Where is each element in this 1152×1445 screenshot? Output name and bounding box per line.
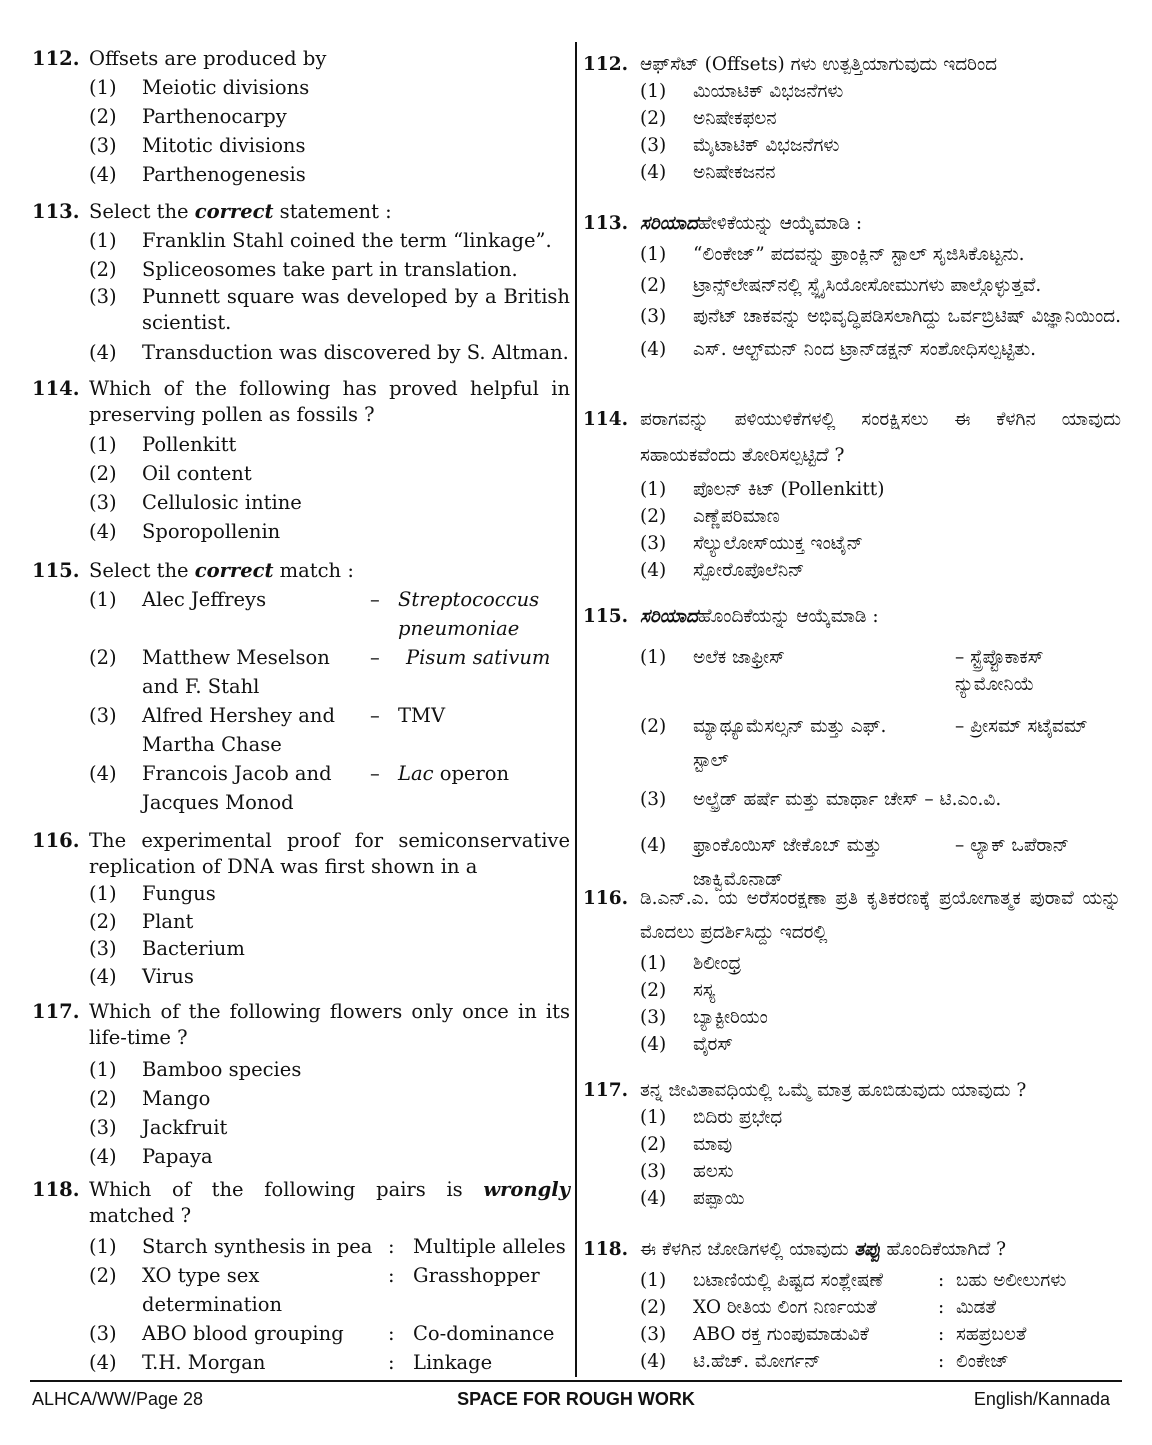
question-116-en xyxy=(32,828,570,990)
option: (4) ಅನಿಷೇಕಜನನ xyxy=(640,162,776,183)
option: (4) Transduction was discovered by S. Altman. xyxy=(89,341,569,364)
question-text: Which of the following has proved helpful in preserving pollen as fossils ? xyxy=(89,377,570,426)
question-text: Which of the following pairs is wrongly matched ? xyxy=(89,1178,570,1227)
question-number: 114. xyxy=(32,377,80,400)
option: (2) Oil content xyxy=(89,462,252,485)
question-115-en xyxy=(32,556,570,817)
option: (4) Francois Jacob and Jacques Monod – Lac operon xyxy=(89,762,510,814)
option: (3) Bacterium xyxy=(89,937,245,960)
question-text: ಈ ಕೆಳಗಿನ ಜೋಡಿಗಳಲ್ಲಿ ಯಾವುದು ತಪ್ಪು ಹೊಂದಿಕೆಯಾಗಿದೆ ? xyxy=(640,1239,1007,1260)
question-text: Select the correct match : xyxy=(89,559,354,582)
question-114-kn xyxy=(583,402,1121,584)
option: (2) ಮಾವು xyxy=(640,1134,733,1155)
option: (3) ಸೆಲ್ಯುಲೋಸ್‌ಯುಕ್ತ ಇಂಟೈನ್ xyxy=(640,533,864,554)
question-text: ಆಫ್‌ಸೆಟ್ (Offsets) ಗಳು ಉತ್ಪತ್ತಿಯಾಗುವುದು ಇದರಿಂದ xyxy=(640,54,998,75)
option: (4) ಟಿ.ಹೆಚ್. ಮೋರ್ಗನ್ : ಲಿಂಕೇಜ್ xyxy=(640,1351,1009,1372)
option: (2) ಟ್ರಾನ್ಸ್‌ಲೇಷನ್‌ನಲ್ಲಿ ಸ್ಪ್ಲೈಸಿಯೋಸೋಮುಗಳು ಪಾಲ್ಗೊಳ್ಳುತ್ತವೆ. xyxy=(640,275,1042,296)
question-114-en xyxy=(32,376,570,546)
question-115-kn xyxy=(583,603,1121,897)
question-113-en xyxy=(32,197,570,367)
question-117-kn xyxy=(583,1077,1121,1212)
option: (4) ಪಪ್ಪಾಯಿ xyxy=(640,1188,745,1209)
option: (1) ಶಿಲೀಂಧ್ರ xyxy=(640,953,742,974)
question-number: 118. xyxy=(583,1239,629,1260)
option: (2) ಸಸ್ಯ xyxy=(640,980,716,1001)
option: (3) Punnett square was developed by a British scientist. xyxy=(89,285,570,334)
option: (4) Virus xyxy=(89,964,194,988)
question-118-en xyxy=(32,1177,570,1377)
option: (1) Starch synthesis in pea : Multiple alleles xyxy=(89,1235,566,1258)
option: (4) ಎಸ್. ಆಲ್ಟ್‌ಮನ್ ನಿಂದ ಟ್ರಾನ್‌ಡಕ್ಷನ್ ಸಂಶೋಧಿಸಲ್ಪಟ್ಟಿತು. xyxy=(640,339,1036,360)
option: (2) Plant xyxy=(89,909,194,933)
question-number: 113. xyxy=(32,200,80,223)
option: (3) Alfred Hershey and Martha Chase – TMV xyxy=(89,704,446,756)
question-number: 116. xyxy=(583,888,629,909)
option: (1) Meiotic divisions xyxy=(89,76,310,99)
question-text: ಪರಾಗವನ್ನು ಪಳಿಯುಳಿಕೆಗಳಲ್ಲಿ ಸಂರಕ್ಷಿಸಲು ಈ ಕೆಳಗಿನ ಯಾವುದು ಸಹಾಯಕವೆಂದು ತೋರಿಸಲ್ಪಟ್ಟಿದೆ ? xyxy=(640,409,1121,466)
option: (2) ಮ್ಯಾಥ್ಯೂಮೆಸಲ್ಸನ್ ಮತ್ತು ಎಫ್. ಸ್ಟಾಲ್ – ಪ್ರೀಸಮ್ ಸಟೈವಮ್ xyxy=(640,716,1088,771)
option: (1) Pollenkitt xyxy=(89,433,237,456)
option: (4) T.H. Morgan : Linkage xyxy=(89,1351,493,1374)
question-number: 113. xyxy=(583,213,629,234)
option: (1) ಪೊಲನ್ ಕಿಟ್ (Pollenkitt) xyxy=(640,479,885,500)
question-number: 115. xyxy=(32,559,80,582)
option: (3) ಹಲಸು xyxy=(640,1161,734,1182)
footer-rule xyxy=(30,1380,1122,1382)
option: (3) ಮೈಟಾಟಿಕ್ ವಿಭಜನೆಗಳು xyxy=(640,135,840,156)
question-text: Select the correct statement : xyxy=(89,200,392,223)
option: (1) ಬಟಾಣಿಯಲ್ಲಿ ಪಿಷ್ಟದ ಸಂಶ್ಲೇಷಣೆ : ಬಹು ಅಲೀಲುಗಳು xyxy=(640,1270,1067,1291)
question-text: ಸರಿಯಾದಹೊಂದಿಕೆಯನ್ನು ಆಯ್ಕೆಮಾಡಿ : xyxy=(640,606,879,627)
option: (2) Parthenocarpy xyxy=(89,105,287,128)
option: (3) Jackfruit xyxy=(89,1116,228,1139)
option: (1) “ಲಿಂಕೇಜ್” ಪದವನ್ನು ಫ್ರಾಂಕ್ಲಿನ್ ಸ್ಟಾಲ್ ಸೃಜಿಸಿಕೊಟ್ಟನು. xyxy=(640,244,1025,265)
option: (1) ಮಿಯಾಟಿಕ್ ವಿಭಜನೆಗಳು xyxy=(640,81,844,102)
rough-work-label: SPACE FOR ROUGH WORK xyxy=(457,1389,695,1409)
option: (2) XO type sex determination : Grasshopper xyxy=(89,1264,540,1316)
option: (3) ABO blood grouping : Co-dominance xyxy=(89,1322,555,1345)
question-number: 117. xyxy=(583,1080,629,1101)
option: (1) Bamboo species xyxy=(89,1058,302,1081)
option: (4) Papaya xyxy=(89,1145,213,1168)
option: (3) ABO ರಕ್ತ ಗುಂಪುಮಾಡುವಿಕೆ : ಸಹಪ್ರಬಲತೆ xyxy=(640,1324,1027,1345)
option: (3) ಪುನೆಟ್ ಚಾಕವನ್ನು ಅಭಿವೃದ್ಧಿಪಡಿಸಲಾಗಿದ್ದು ಒರ್ವಬ್ರಿಟಿಷ್ ವಿಜ್ಞಾನಿಯಿಂದ. xyxy=(640,306,1121,327)
question-number: 115. xyxy=(583,606,629,627)
question-number: 118. xyxy=(32,1178,80,1201)
option: (2) ಎಣ್ಣೆಪರಿಮಾಣ xyxy=(640,506,780,527)
question-text: Which of the following flowers only once in its life-time ? xyxy=(89,1000,570,1049)
option: (1) ಅಲೆಕ ಜಾಫ್ರೀಸ್ – ಸ್ಟ್ರೆಪ್ಟೊಕಾಕಸ್ ನ್ಯುಮೋನಿಯೆ xyxy=(640,647,1044,695)
option: (4) Parthenogenesis xyxy=(89,163,306,186)
question-number: 112. xyxy=(583,54,629,75)
option: (2) XO ರೀತಿಯ ಲಿಂಗ ನಿರ್ಣಯತೆ : ಮಿಡತೆ xyxy=(640,1297,997,1318)
option: (2) ಅನಿಷೇಕಫಲನ xyxy=(640,108,777,129)
question-117-en xyxy=(32,999,570,1171)
option: (3) ಬ್ಯಾಕ್ಟೀರಿಯಂ xyxy=(640,1007,768,1028)
question-text: ಡಿ.ಎನ್.ಎ. ಯ ಅರೆಸಂರಕ್ಷಣಾ ಪ್ರತಿ ಕೃತಿಕರಣಕ್ಕೆ ಪ್ರಯೋಗಾತ್ಮಕ ಪುರಾವೆ ಯನ್ನು ಮೊದಲು ಪ್ರದರ್ಶಿಸಿದ್ದು ಇದರಲ್ಲಿ xyxy=(640,888,1121,943)
option: (4) ಸ್ಪೋರೊಪೊಲೆನಿನ್ xyxy=(640,560,805,581)
question-112-en xyxy=(32,44,570,189)
option: (3) ಅಲ್ಫ್ರೆಡ್ ಹರ್ಷೆ ಮತ್ತು ಮಾರ್ಥಾ ಚೇಸ್ – ಟಿ.ಎಂ.ವಿ. xyxy=(640,789,1002,810)
option: (1) Alec Jeffreys – Streptococcus pneumoniae xyxy=(89,588,540,640)
question-113-kn xyxy=(583,210,1121,363)
question-116-kn xyxy=(583,882,1121,1058)
column-divider xyxy=(575,42,577,1377)
question-number: 112. xyxy=(32,47,80,70)
question-text: The experimental proof for semiconservative replication of DNA was first shown in a xyxy=(89,829,570,878)
option: (4) ಫ್ರಾಂಕೊಯಿಸ್ ಜೇಕೊಬ್ ಮತ್ತು ಜಾಕ್ವಿಮೊನಾಡ್ – ಲ್ಯಾಕ್ ಒಪೆರಾನ್ xyxy=(640,835,1070,890)
option: (4) Sporopollenin xyxy=(89,520,281,543)
question-text: Offsets are produced by xyxy=(89,47,327,70)
question-118-kn xyxy=(583,1236,1121,1375)
option: (2) Matthew Meselson and F. Stahl – Pisum sativum xyxy=(89,646,551,698)
language-label: English/Kannada xyxy=(973,1389,1110,1409)
option: (3) Mitotic divisions xyxy=(89,134,306,157)
option: (2) Spliceosomes take part in translation. xyxy=(89,258,518,281)
question-112-kn xyxy=(583,51,1121,186)
question-text: ಸರಿಯಾದಹೇಳಿಕೆಯನ್ನು ಆಯ್ಕೆಮಾಡಿ : xyxy=(640,213,863,234)
option: (1) Fungus xyxy=(89,882,216,905)
option: (2) Mango xyxy=(89,1087,211,1110)
question-text: ತನ್ನ ಜೀವಿತಾವಧಿಯಲ್ಲಿ ಒಮ್ಮೆ ಮಾತ್ರ ಹೂಬಿಡುವುದು ಯಾವುದು ? xyxy=(640,1080,1027,1101)
question-number: 117. xyxy=(32,1000,80,1023)
page-code: ALHCA/WW/Page 28 xyxy=(32,1389,204,1409)
option: (1) Franklin Stahl coined the term “linkage”. xyxy=(89,229,552,252)
option: (1) ಬಿದಿರು ಪ್ರಭೇಧ xyxy=(640,1107,783,1128)
option: (3) Cellulosic intine xyxy=(89,491,302,514)
question-number: 114. xyxy=(583,409,629,430)
option: (4) ವೈರಸ್ xyxy=(640,1034,734,1055)
question-number: 116. xyxy=(32,829,80,852)
